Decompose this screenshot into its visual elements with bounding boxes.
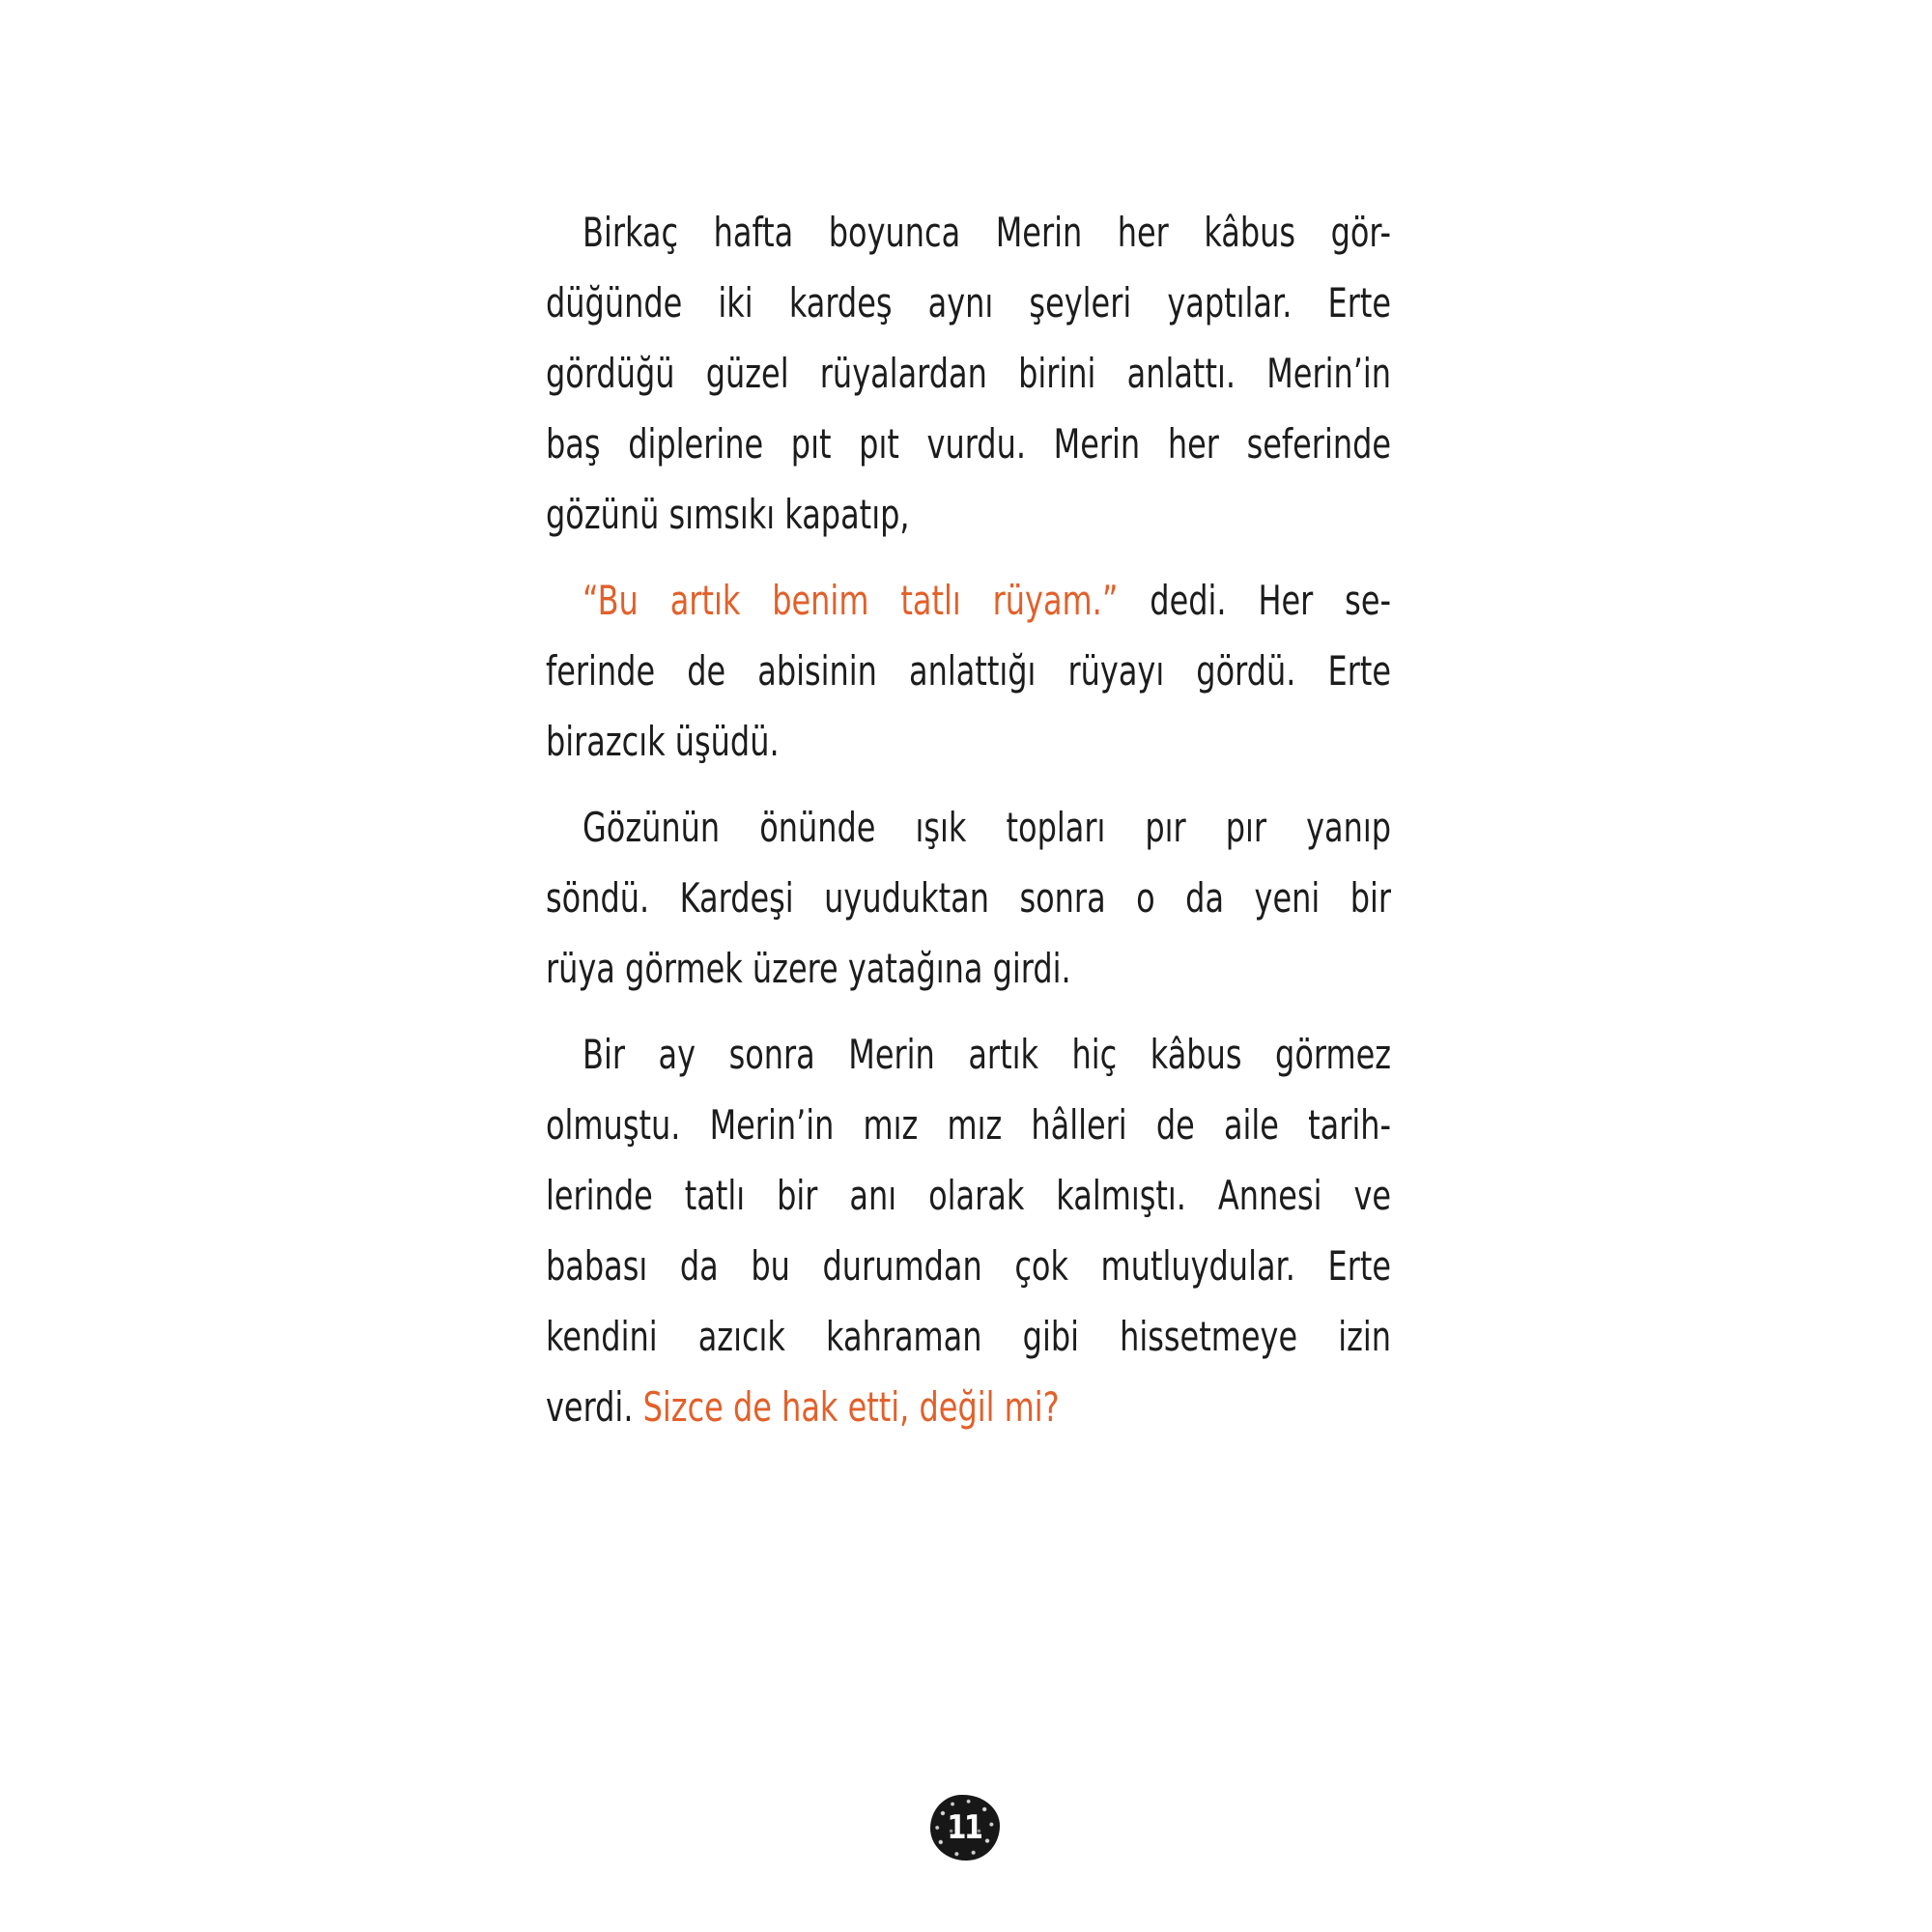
text-segment: kendini azıcık kahraman gibi hissetmeye izin [546,1313,1392,1360]
text-line [546,1019,1391,1090]
paragraph [546,565,1391,777]
text-line [546,1372,1391,1442]
text-line [546,933,1391,1004]
text-line [546,792,1391,863]
text-segment: rüya görmek üzere yatağına girdi. [546,945,1071,992]
text-line [546,1090,1391,1160]
highlighted-text: “Bu artık benim tatlı rüyam.” [582,577,1119,624]
text-segment: babası da bu durumdan çok mutluydular. Erte [546,1242,1392,1290]
text-line [546,1301,1391,1372]
text-segment: verdi. [546,1383,643,1431]
text-line [546,268,1391,338]
text-line [546,338,1391,409]
paragraph [546,1019,1391,1442]
text-segment: lerinde tatlı bir anı olarak kalmıştı. Annesi ve [546,1172,1392,1219]
text-segment: gördüğü güzel rüyalardan birini anlattı. Merin’in [546,350,1392,397]
text-line [546,409,1391,479]
text-line [546,197,1391,268]
paragraph [546,792,1391,1004]
text-line [546,565,1391,636]
story-text [546,197,1391,1458]
text-segment: söndü. Kardeşi uyuduktan sonra o da yeni bir [546,874,1392,922]
page-number: 11 [947,1808,981,1847]
text-line [546,1231,1391,1301]
text-segment: baş diplerine pıt pıt vurdu. Merin her seferinde [546,420,1392,468]
text-segment: gözünü sımsıkı kapatıp, [546,491,910,538]
text-line [546,863,1391,933]
text-segment: Birkaç hafta boyunca Merin her kâbus gör- [582,209,1392,256]
text-segment: olmuştu. Merin’in mız mız hâlleri de aile tarih- [546,1101,1392,1149]
text-segment: Gözünün önünde ışık topları pır pır yanıp [582,804,1392,851]
text-line [546,706,1391,777]
page-number-badge [930,1795,1000,1861]
text-line [546,479,1391,550]
text-segment: düğünde iki kardeş aynı şeyleri yaptılar. Erte [546,279,1392,327]
paragraph [546,197,1391,550]
text-segment: Bir ay sonra Merin artık hiç kâbus görmez [582,1031,1392,1078]
text-segment: ferinde de abisinin anlattığı rüyayı gördü. Erte [546,647,1392,695]
text-line [546,1160,1391,1231]
highlighted-text: Sizce de hak etti, değil mi? [642,1383,1060,1431]
text-segment: birazcık üşüdü. [546,718,780,765]
text-segment: dedi. Her se- [1118,577,1392,624]
text-line [546,636,1391,706]
